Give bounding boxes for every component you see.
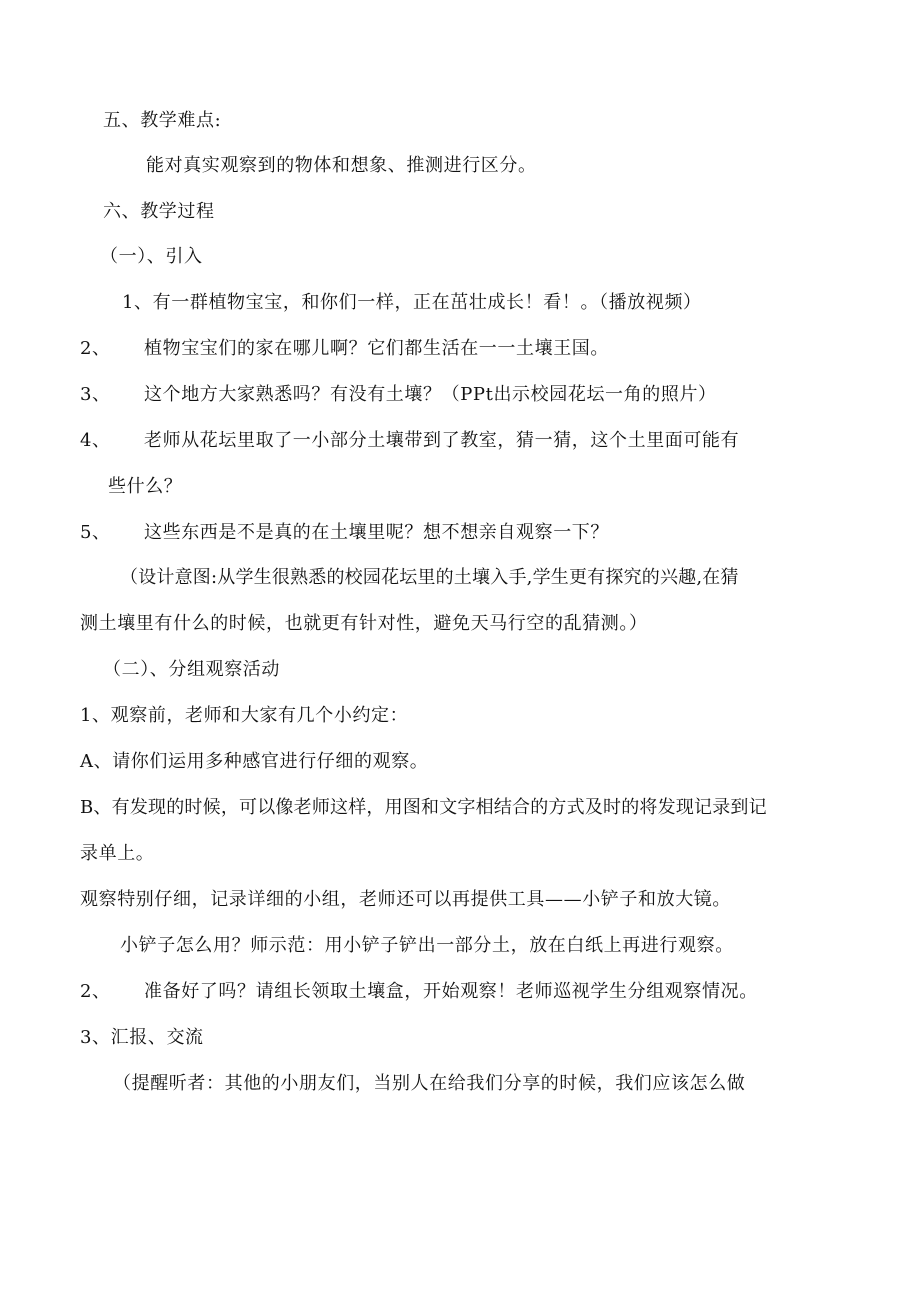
part-heading-intro: （一）、引入 [100, 246, 203, 267]
item-text: 有一群植物宝宝，和你们一样，正在茁壮成长！看！。（播放视频） [152, 292, 702, 313]
item-number: 5、 [80, 522, 111, 543]
intro-item-5 [80, 522, 609, 544]
item-text: 植物宝宝们的家在哪儿啊？它们都生活在一一土壤王国。 [144, 338, 609, 359]
group-item-1: 1、观察前，老师和大家有几个小约定： [80, 705, 409, 726]
item-text: 老师从花坛里取了一小部分土壤带到了教室，猜一猜，这个土里面可能有 [144, 430, 740, 451]
group-item-b-line-2: 录单上。 [80, 843, 155, 864]
group-item-3: 3、汇报、交流 [80, 1027, 204, 1048]
item-number: 2、 [80, 981, 111, 1002]
item-number: 3、 [80, 384, 111, 405]
tools-note: 观察特别仔细，记录详细的小组，老师还可以再提供工具——小铲子和放大镜。 [80, 889, 731, 910]
intro-item-4 [80, 430, 739, 452]
section-heading-difficulties: 五、教学难点: [103, 110, 222, 131]
group-item-b-line-1: B、有发现的时候，可以像老师这样，用图和文字相结合的方式及时的将发现记录到记 [80, 797, 767, 818]
section-heading-process: 六、教学过程 [103, 201, 215, 222]
item-text: 这个地方大家熟悉吗？有没有土壤？（PPt出示校园花坛一角的照片） [144, 384, 717, 405]
item-number: 2、 [80, 338, 111, 359]
intro-item-3 [80, 384, 717, 406]
design-note-line-1: （设计意图:从学生很熟悉的校园花坛里的土壤入手,学生更有探究的兴趣,在猜 [120, 567, 739, 588]
group-item-2 [80, 981, 758, 1003]
intro-item-4-continuation: 些什么？ [108, 476, 183, 497]
listener-reminder: （提醒听者：其他的小朋友们，当别人在给我们分享的时候，我们应该怎么做 [113, 1073, 746, 1094]
item-text: 准备好了吗？请组长领取土壤盒，开始观察！老师巡视学生分组观察情况。 [144, 981, 758, 1002]
item-text: 这些东西是不是真的在土壤里呢？想不想亲自观察一下？ [144, 522, 609, 543]
design-note-line-2: 测土壤里有什么的时候，也就更有针对性，避免天马行空的乱猜测。） [80, 613, 648, 634]
item-number: 4、 [80, 430, 111, 451]
group-item-a: A、请你们运用多种感官进行仔细的观察。 [80, 751, 429, 772]
part-heading-group-observation: （二）、分组观察活动 [103, 659, 280, 680]
shovel-demo: 小铲子怎么用？师示范：用小铲子铲出一部分土，放在白纸上再进行观察。 [120, 935, 734, 956]
item-number: 1、 [122, 292, 153, 313]
intro-item-1 [122, 292, 702, 314]
intro-item-2 [80, 338, 609, 360]
difficulties-body: 能对真实观察到的物体和想象、推测进行区分。 [146, 155, 537, 176]
